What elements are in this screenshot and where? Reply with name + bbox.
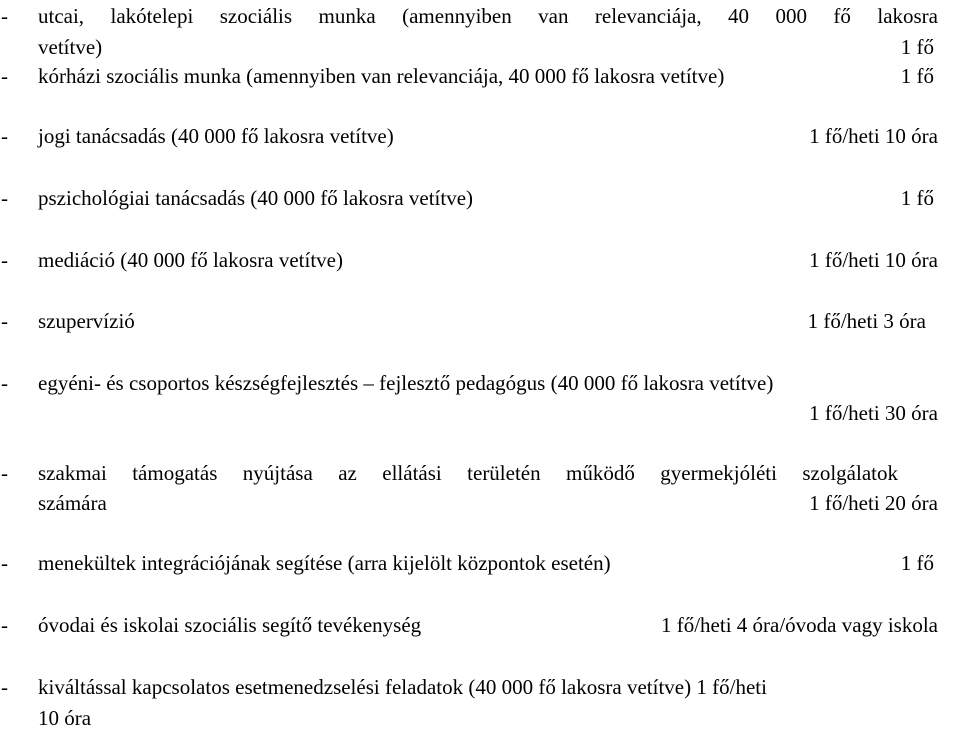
item-quantity: 1 fő/heti 20 óra bbox=[809, 491, 938, 515]
item-text: utcai, lakótelepi szociális munka (amennyiben van relevanciája, 40 000 fő lakosra bbox=[38, 4, 938, 28]
item-text: egyéni- és csoportos készségfejlesztés – fejlesztő pedagógus (40 000 fő lakosra vetítve) bbox=[38, 371, 774, 395]
item-quantity: 1 fő/heti 4 óra/óvoda vagy iskola bbox=[660, 613, 938, 637]
item-quantity: 1 fő/heti 3 óra bbox=[807, 309, 926, 333]
item-text: pszichológiai tanácsadás (40 000 fő lakosra vetítve) bbox=[38, 186, 474, 210]
item-continuation bbox=[38, 489, 938, 517]
list-dash: - bbox=[1, 371, 8, 395]
item-text: mediáció (40 000 fő lakosra vetítve) bbox=[38, 248, 343, 272]
list-dash: - bbox=[1, 309, 8, 333]
item-quantity: 1 fő/heti 30 óra bbox=[809, 401, 938, 425]
item-row bbox=[38, 122, 938, 150]
list-dash: - bbox=[1, 4, 8, 28]
item-text-continued: vetítve) bbox=[38, 35, 103, 59]
list-dash: - bbox=[1, 675, 8, 699]
item-quantity: 1 fő/heti 10 óra bbox=[809, 124, 938, 148]
item-row bbox=[38, 62, 938, 90]
item-text-continued: 10 óra bbox=[38, 706, 92, 730]
item-row bbox=[38, 184, 938, 212]
item-text: jogi tanácsadás (40 000 fő lakosra vetítve) bbox=[38, 124, 394, 148]
item-row bbox=[38, 246, 938, 274]
item-quantity: 1 fő bbox=[900, 35, 934, 59]
list-dash: - bbox=[1, 461, 8, 485]
item-text: kórházi szociális munka (amennyiben van relevanciája, 40 000 fő lakosra vetítve) bbox=[38, 64, 725, 88]
item-row bbox=[38, 611, 938, 639]
item-text: menekültek integrációjának segítése (arra kijelölt központok esetén) bbox=[38, 551, 611, 575]
list-dash: - bbox=[1, 248, 8, 272]
list-dash: - bbox=[1, 613, 8, 637]
item-quantity: 1 fő bbox=[900, 186, 934, 210]
item-row bbox=[38, 549, 938, 577]
list-dash: - bbox=[1, 551, 8, 575]
item-row bbox=[38, 307, 938, 335]
list-dash: - bbox=[1, 124, 8, 148]
list-dash: - bbox=[1, 186, 8, 210]
item-quantity: 1 fő/heti 10 óra bbox=[809, 248, 938, 272]
item-continuation bbox=[38, 33, 938, 61]
item-text: óvodai és iskolai szociális segítő tevékenység bbox=[38, 613, 422, 637]
list-dash: - bbox=[1, 64, 8, 88]
item-text-continued: számára bbox=[38, 491, 107, 515]
item-text: kiváltással kapcsolatos esetmenedzselési feladatok (40 000 fő lakosra vetítve) 1 fő/heti bbox=[38, 675, 767, 699]
item-quantity: 1 fő bbox=[900, 551, 934, 575]
item-text: szakmai támogatás nyújtása az ellátási területén működő gyermekjóléti szolgálatok bbox=[38, 461, 898, 485]
item-text: szupervízió bbox=[38, 309, 135, 333]
item-quantity: 1 fő bbox=[900, 64, 934, 88]
